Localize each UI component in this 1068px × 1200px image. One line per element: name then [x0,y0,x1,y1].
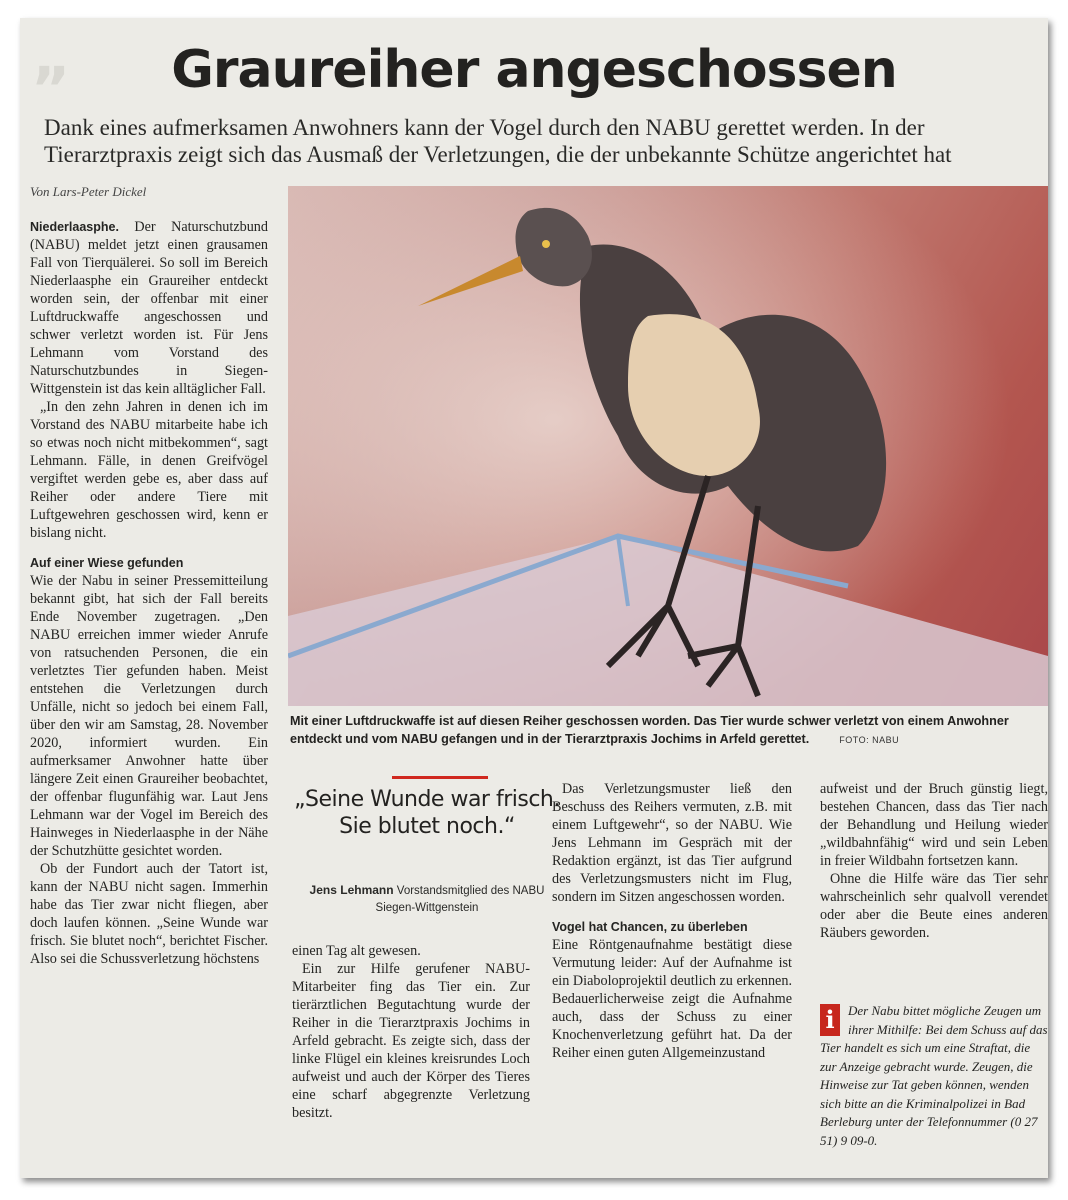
subheadline [44,114,1048,168]
subheadline-line-2: Tierarztpraxis zeigt sich das Ausmaß der Verletzungen, die der unbekannte Schütze angerichtet hat [44,142,952,167]
paragraph: „In den zehn Jahren in denen ich im Vorstand des NABU mitarbeite habe ich so etwas noch nicht mitbekommen“, sagt Lehmann. Fälle, in denen Greifvögel vergiftet werden gebe es, aber dass auf Reiher oder andere Tiere mit Luftgewehren geschossen wird, kenn er bislang nicht. [30,399,268,541]
caption-text: Mit einer Luftdruckwaffe ist auf diesen Reiher geschossen worden. Das Tier wurde schwer verletzt von einem Anwohner entdeckt und vom NABU gefangen und in der Tierarztpraxis Jochims in Arfeld gerettet. [290,714,1009,746]
bleed-through: „ [32,22,72,92]
heron-illustration [288,186,1048,706]
paragraph: Eine Röntgenaufnahme bestätigt diese Vermutung leider: Auf der Aufnahme ist ein Diaboloprojektil deutlich zu erkennen. Bedauerlicherweise zeigt die Aufnahme auch, dass der Schuss zu einer Knochenverletzung geführt hat. Da der Reiher einen guten Allgemeinzustand [552,937,792,1061]
pull-quote: „Seine Wunde war frisch. Sie blutet noch.“ [294,787,560,839]
column-4 [820,780,1048,996]
paragraph: Ob der Fundort auch der Tatort ist, kann der NABU nicht sagen. Immerhin habe das Tier zwar nicht fliegen, aber doch laufen können. „Seine Wunde war frisch. Sie blutet noch“, berichtet Fischer. Also sei die Schussverletzung höchstens [30,861,268,967]
subheadline-line-1: Dank eines aufmerksamen Anwohners kann der Vogel durch den NABU gerettet werden. In der [44,115,925,140]
subheading: Vogel hat Chancen, zu überleben [552,920,748,934]
newspaper-page [20,18,1048,1178]
column-2 [292,942,530,1174]
quote-accent-rule [392,776,488,779]
info-icon: i [820,1004,840,1036]
paragraph: Wie der Nabu in seiner Pressemitteilung bekannt gibt, hat sich der Fall bereits Ende November zugetragen. „Den NABU erreichen immer wieder Anrufe von ratsuchenden Personen, die ein verletztes Tier gefunden haben. Meist entstehen die Verletzungen durch Unfälle, nicht so jedoch bei einem Fall, über den wir am Samstag, 28. November 2020, informiert wurden. Ein aufmerksamer Anwohner hatte über längere Zeit einen Graureiher beobachtet, der offenbar flugunfähig war. Laut Jens Lehmann war der Vogel im Bereich des Hainweges in Niederlaasphe in der Nähe der Schutzhütte gesichtet worden. [30,573,268,859]
subheading: Auf einer Wiese gefunden [30,556,184,570]
column-3 [552,780,792,1174]
quote-author: Jens Lehmann [309,883,394,897]
info-box [820,1002,1048,1150]
paragraph: aufweist und der Bruch günstig liegt, bestehen Chancen, dass das Tier nach der Behandlung und Heilung wieder „wildbahnfähig“ wird und sein Leben in freier Wildbahn fortsetzen kann. [820,781,1048,869]
paragraph [30,218,268,398]
dateline: Niederlaasphe. [30,220,119,234]
paragraph: Ein zur Hilfe gerufener NABU-Mitarbeiter fing das Tier ein. Zur tierärztlichen Begutachtung wurde der Reiher in die Tierarztpraxis Jochims in Arfeld gebracht. Es zeigte sich, dass der linke Flügel ein kleines kreisrundes Loch aufweist und auch der Körper des Tieres eine scharf abgegrenzte Verletzung besitzt. [292,961,530,1121]
paragraph: Ohne die Hilfe wäre das Tier sehr wahrscheinlich sehr qualvoll verendet oder aber die Beute eines anderen Räubers geworden. [820,871,1048,941]
info-text: Der Nabu bittet mögliche Zeugen um ihrer Mithilfe: Bei dem Schuss auf das Tier handelt es sich um eine Straftat, die zur Anzeige gebracht wurde. Zeugen, die Hinweise zur Tat geben können, wenden sich bitte an die Kriminalpolizei in Bad Berleburg unter der Telefonnummer (0 27 51) 9 09-0. [820,1003,1048,1148]
column-1 [30,218,268,1174]
photo-caption [290,712,1048,749]
paragraph-text: Der Naturschutzbund (NABU) meldet jetzt einen grausamen Fall von Tierquälerei. So soll im Bereich Niederlaasphe ein Graureiher entdeckt worden sein, der offenbar mit einer Luftdruckwaffe angeschossen und schwer verletzt worden ist. Für Jens Lehmann vom Vorstand des Naturschutzbundes in Siegen-Wittgenstein ist das kein alltäglicher Fall. [30,219,268,397]
heron-photo [288,186,1048,706]
byline: Von Lars-Peter Dickel [30,184,147,199]
quote-author-role: Vorstandsmitglied des NABU Siegen-Wittgenstein [375,885,545,914]
paragraph: Das Verletzungsmuster ließ den Beschuss des Reihers vermuten, z.B. mit einem Luftgewehr“, so der NABU. Wie Jens Lehmann im Gespräch mit der Redaktion ergänzt, ist das Tier aufgrund des Verletzungsmusters nicht im Flug, sondern im Sitzen angeschossen worden. [552,781,792,905]
paragraph: einen Tag alt gewesen. [292,943,421,959]
headline: Graureiher angeschossen [171,40,897,100]
photo-credit: FOTO: NABU [839,735,900,745]
pull-quote-attribution [292,882,562,917]
